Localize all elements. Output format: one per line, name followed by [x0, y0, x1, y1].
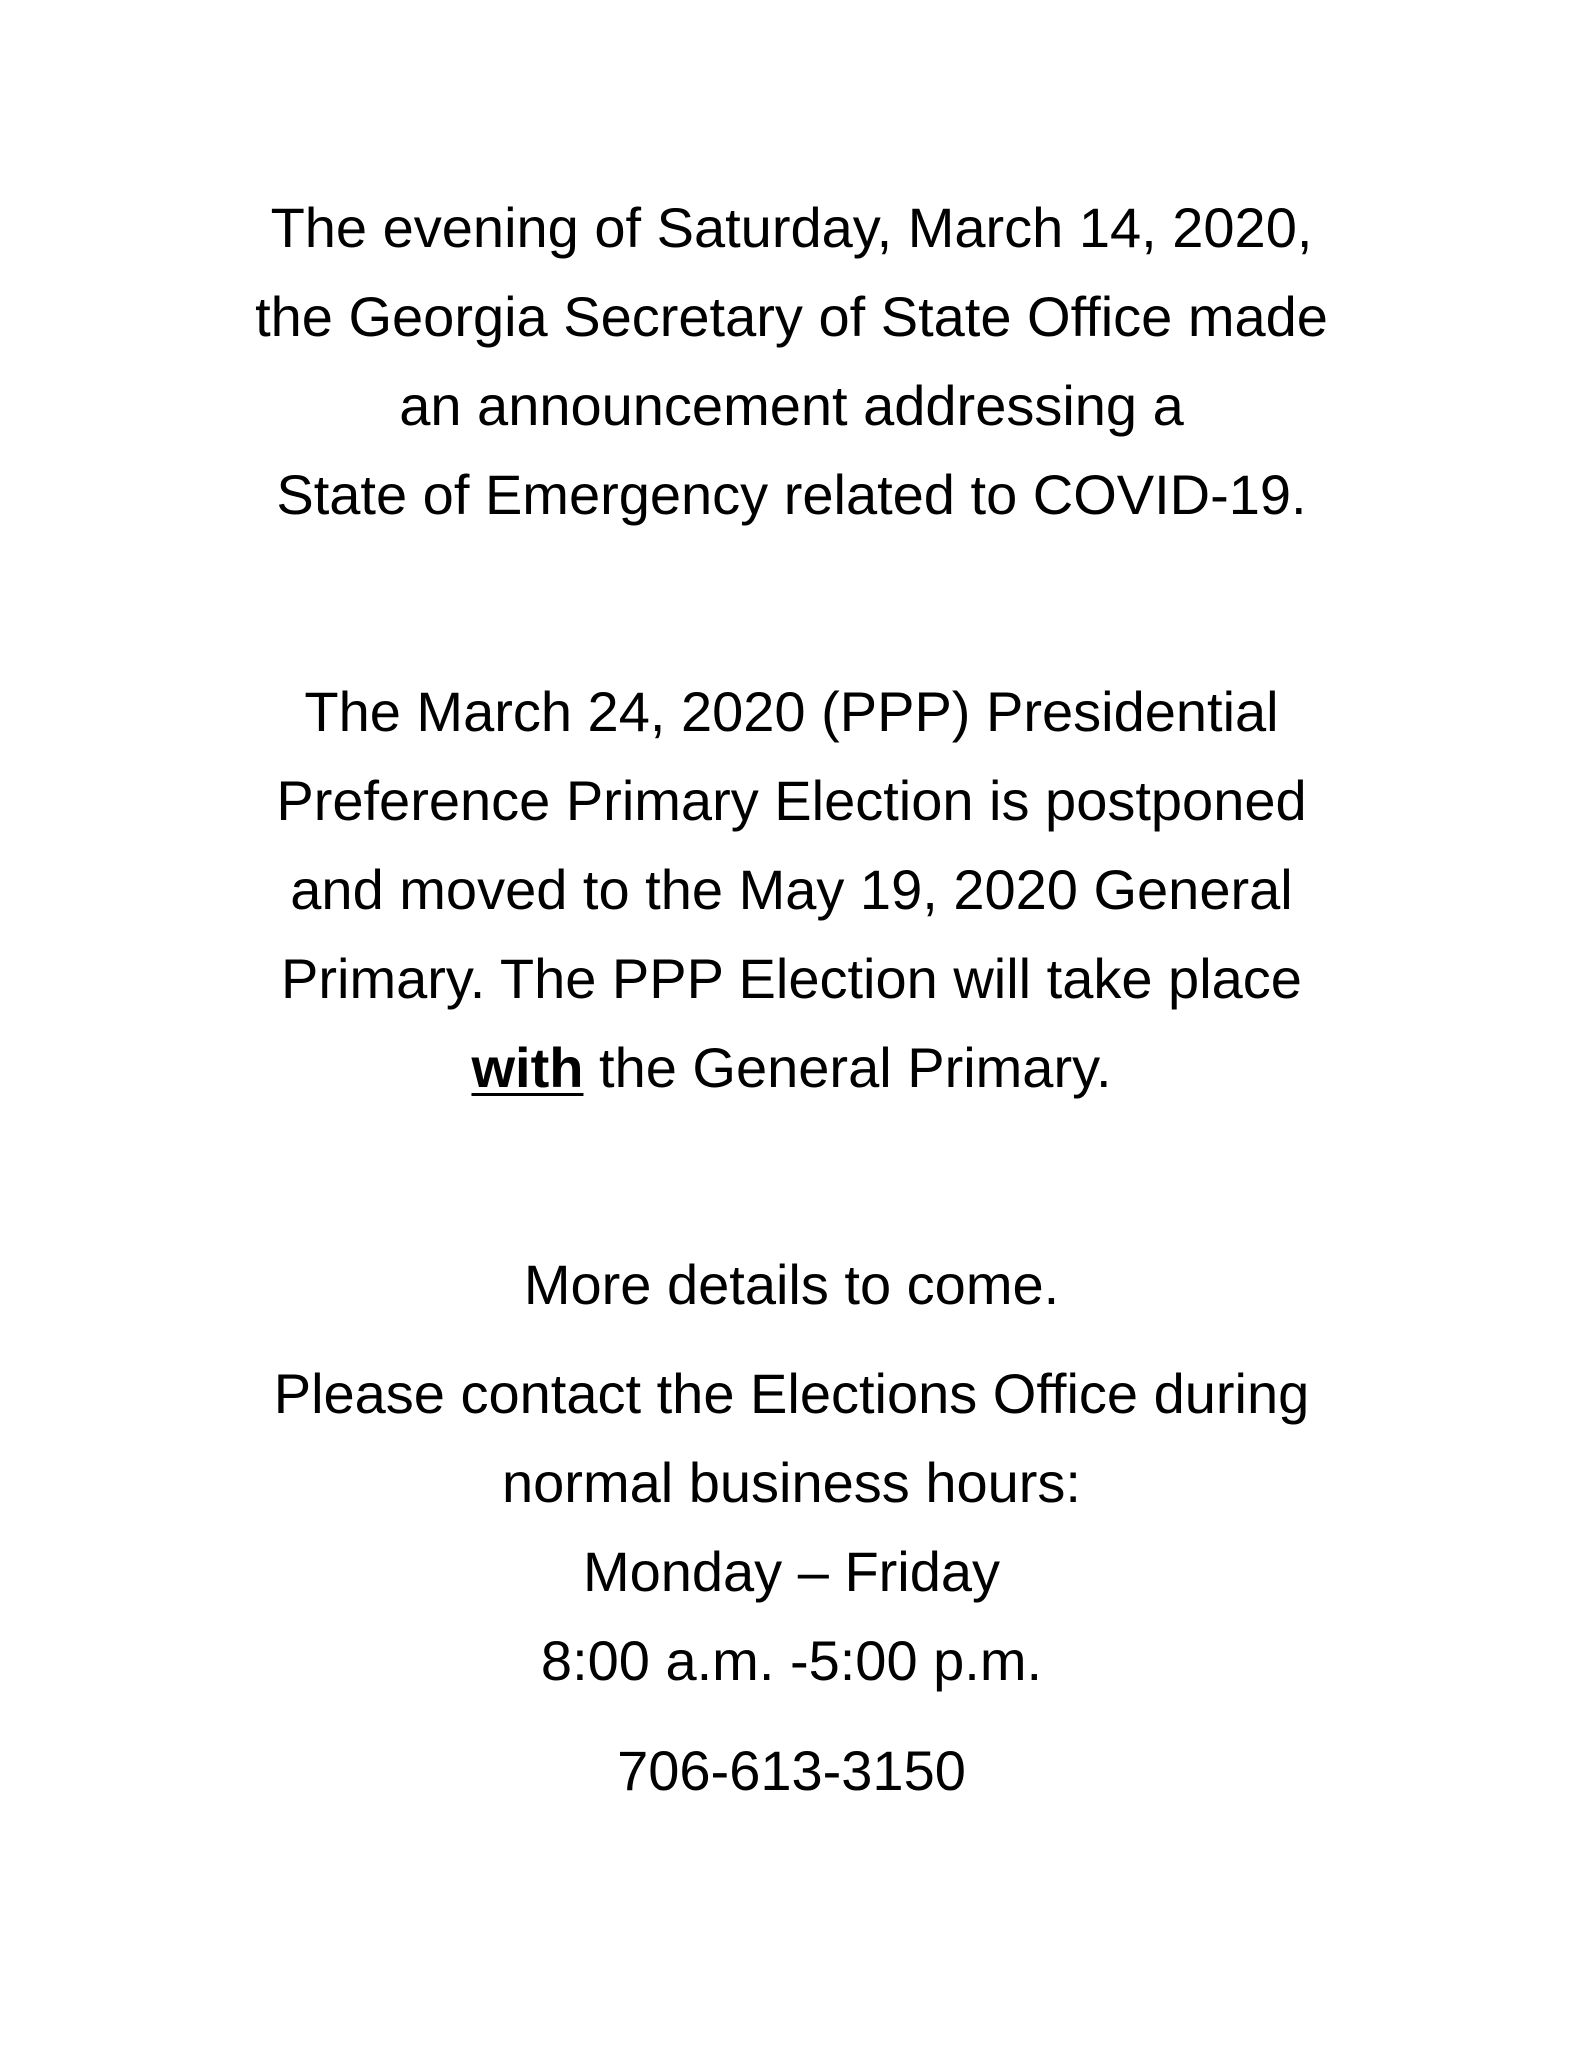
announcement-line-1: The evening of Saturday, March 14, 2020, — [270, 196, 1313, 259]
announcement-line-2: the Georgia Secretary of State Office made — [255, 285, 1328, 348]
postponement-line-3: and moved to the May 19, 2020 General — [290, 858, 1293, 921]
announcement-line-3: an announcement addressing a — [399, 374, 1184, 437]
emphasis-with: with — [471, 1036, 584, 1099]
postponement-line-5-rest: the General Primary. — [583, 1036, 1112, 1099]
business-days: Monday – Friday — [582, 1540, 1001, 1603]
announcement-line-4: State of Emergency related to COVID-19. — [276, 463, 1307, 526]
postponement-line-5 — [0, 1033, 1583, 1103]
more-details-line: More details to come. — [523, 1253, 1060, 1316]
business-hours: 8:00 a.m. -5:00 p.m. — [540, 1629, 1043, 1692]
postponement-line-2: Preference Primary Election is postponed — [276, 769, 1307, 832]
postponement-line-1: The March 24, 2020 (PPP) Presidential — [304, 680, 1279, 743]
postponement-line-4: Primary. The PPP Election will take place — [281, 947, 1302, 1010]
contact-line-1: Please contact the Elections Office during — [273, 1362, 1310, 1425]
phone-number: 706-613-3150 — [617, 1739, 966, 1802]
contact-line-2: normal business hours: — [502, 1451, 1081, 1514]
